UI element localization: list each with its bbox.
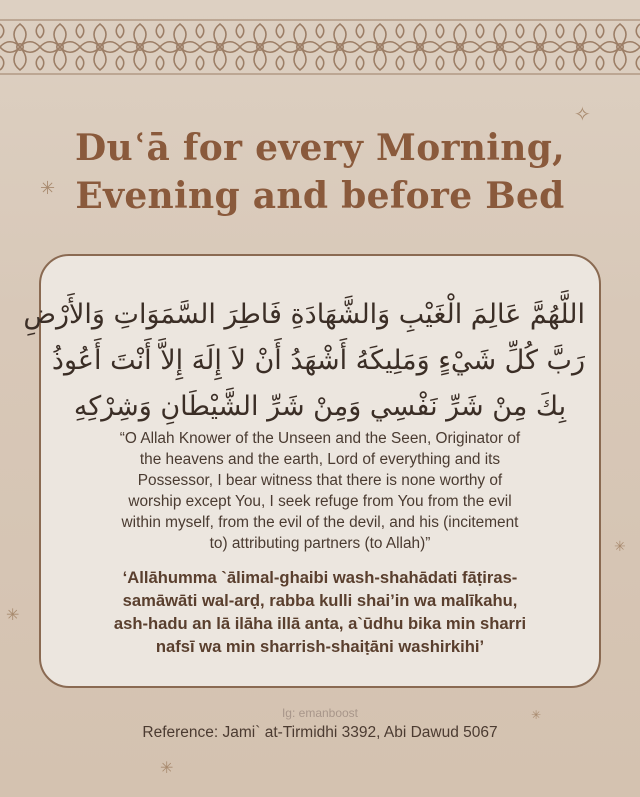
sparkle-icon: ✧	[574, 102, 591, 126]
transliteration-line: ‘Allāhumma `ālimal-ghaibi wash-shahādati fāṭiras-	[122, 568, 518, 587]
transliteration-line: nafsī wa min sharrish-shaiṭāni washirkihi’	[155, 637, 485, 656]
translation-line: the heavens and the earth, Lord of everything and its	[139, 451, 501, 468]
sparkle-icon: ✳	[6, 605, 20, 624]
transliteration	[70, 566, 570, 658]
arabic-line: بِكَ مِنْ شَرِّ نَفْسِي وَمِنْ شَرِّ الشَّيْطَانِ وَشِرْكِهِ	[73, 391, 567, 422]
sparkle-icon: ✳	[614, 539, 626, 555]
transliteration-line: ash-hadu an lā ilāha illā anta, a`ūdhu bika min sharri	[113, 614, 527, 633]
translation-line: worship except You, I seek refuge from You from the evil	[128, 493, 512, 510]
english-translation	[72, 428, 568, 554]
transliteration-line: samāwāti wal-arḍ, rabba kulli shai’in wa malīkahu,	[122, 591, 518, 610]
arabic-text	[23, 292, 585, 430]
title-line: Duʿā for every Morning,	[74, 127, 566, 169]
arabic-line: رَبَّ كُلِّ شَيْءٍ وَمَلِيكَهُ أَشْهَدُ أَنْ لاَ إِلَهَ إِلاَّ أَنْتَ أَعُوذُ	[51, 345, 585, 376]
translation-line: “O Allah Knower of the Unseen and the Seen, Originator of	[119, 430, 521, 447]
page-title	[0, 124, 640, 220]
title-line: Evening and before Bed	[75, 175, 565, 217]
ig-handle: Ig: emanboost	[281, 706, 359, 720]
translation-line: within myself, from the evil of the devil, and his (incitement	[121, 514, 519, 531]
reference-text: Reference: Jami` at-Tirmidhi 3392, Abi Dawud 5067	[142, 724, 498, 741]
lattice-ornament-icon	[0, 18, 640, 76]
sparkle-icon: ✳	[40, 178, 56, 199]
sparkle-icon: ✳	[160, 758, 174, 777]
arabic-line: اللَّهُمَّ عَالِمَ الْغَيْبِ وَالشَّهَادَةِ فَاطِرَ السَّمَوَاتِ وَالأَرْضِ	[23, 299, 585, 330]
sparkle-icon: ✳	[531, 708, 542, 722]
translation-line: Possessor, I bear witness that there is none worthy of	[137, 472, 503, 489]
translation-line: to) attributing partners (to Allah)”	[209, 535, 431, 552]
